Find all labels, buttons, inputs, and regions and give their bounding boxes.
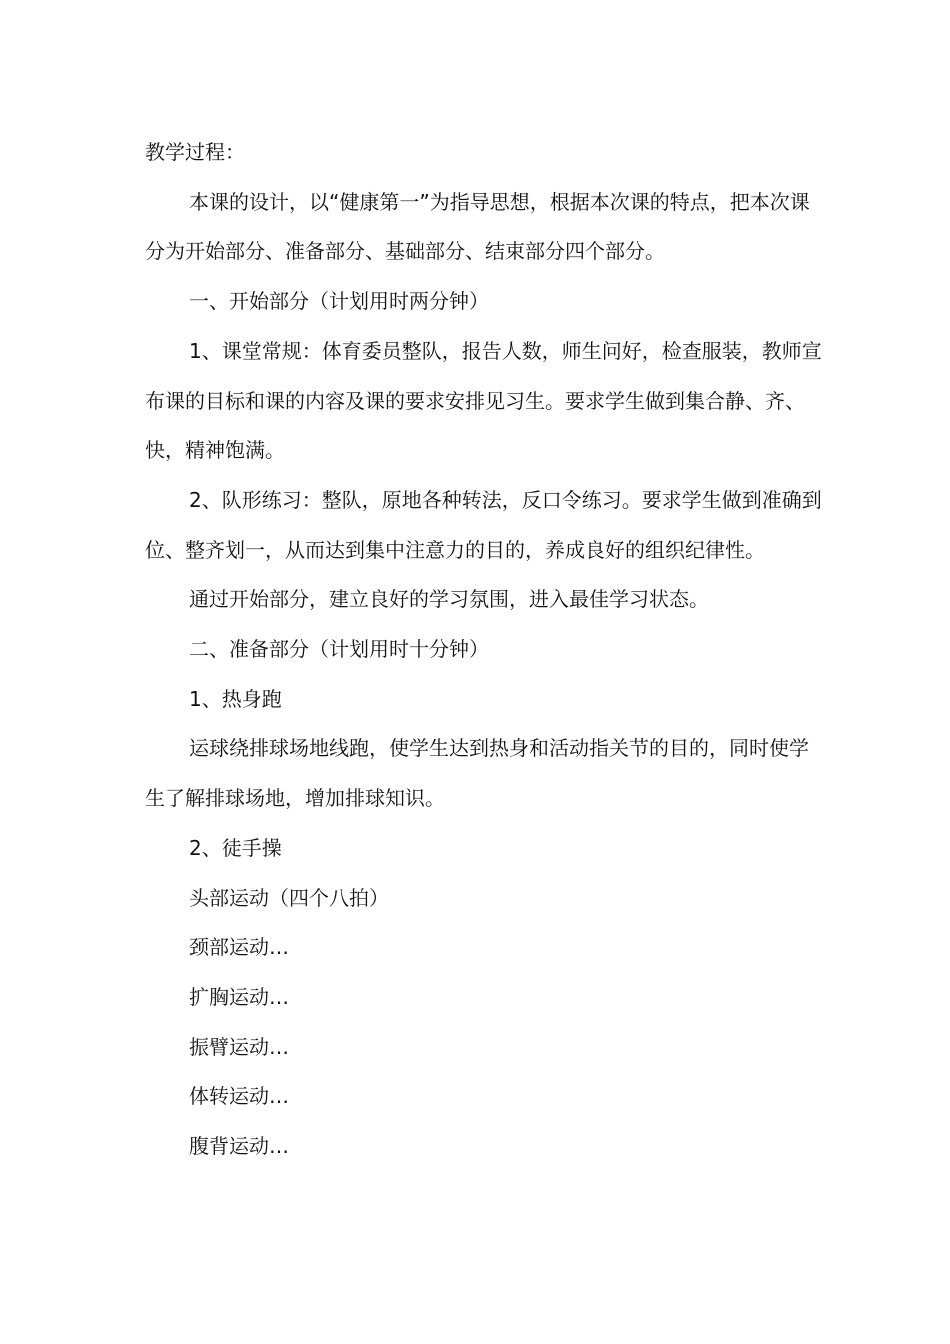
section-heading: 教学过程： bbox=[145, 140, 245, 164]
list-item-torso-exercise: 体转运动… bbox=[189, 1084, 289, 1109]
list-item-head-exercise: 头部运动（四个八拍） bbox=[189, 885, 389, 910]
list-item-arm-exercise: 振臂运动… bbox=[189, 1034, 289, 1059]
paragraph-warmup-run: 运球绕排球场地线跑，使学生达到热身和活动指关节的目的，同时使学生了解排球场地，增加排球知识。 bbox=[145, 736, 809, 811]
section-title-opening: 一、开始部分（计划用时两分钟） bbox=[189, 289, 489, 314]
paragraph-opening-summary: 通过开始部分，建立良好的学习氛围，进入最佳学习状态。 bbox=[189, 587, 709, 612]
list-item-neck-exercise: 颈部运动… bbox=[189, 935, 289, 960]
list-item-chest-exercise: 扩胸运动… bbox=[189, 984, 289, 1009]
paragraph-class-routine: 1、课堂常规：体育委员整队，报告人数，师生问好，检查服装，教师宣布课的目标和课的内容及课的要求安排见习生。要求学生做到集合静、齐、快，精神饱满。 bbox=[145, 338, 822, 463]
subsection-warmup-run: 1、热身跑 bbox=[189, 686, 282, 711]
section-title-preparation: 二、准备部分（计划用时十分钟） bbox=[189, 637, 489, 662]
document-body bbox=[145, 128, 825, 1172]
list-item-abdomen-back-exercise: 腹背运动… bbox=[189, 1134, 289, 1159]
paragraph-formation-drill: 2、队形练习：整队，原地各种转法，反口令练习。要求学生做到准确到位、整齐划一，从而达到集中注意力的目的，养成良好的组织纪律性。 bbox=[145, 487, 822, 562]
paragraph-course-design: 本课的设计，以“健康第一”为指导思想，根据本次课的特点，把本次课分为开始部分、准备部分、基础部分、结束部分四个部分。 bbox=[145, 189, 810, 264]
subsection-freehand-exercise: 2、徒手操 bbox=[189, 835, 282, 860]
